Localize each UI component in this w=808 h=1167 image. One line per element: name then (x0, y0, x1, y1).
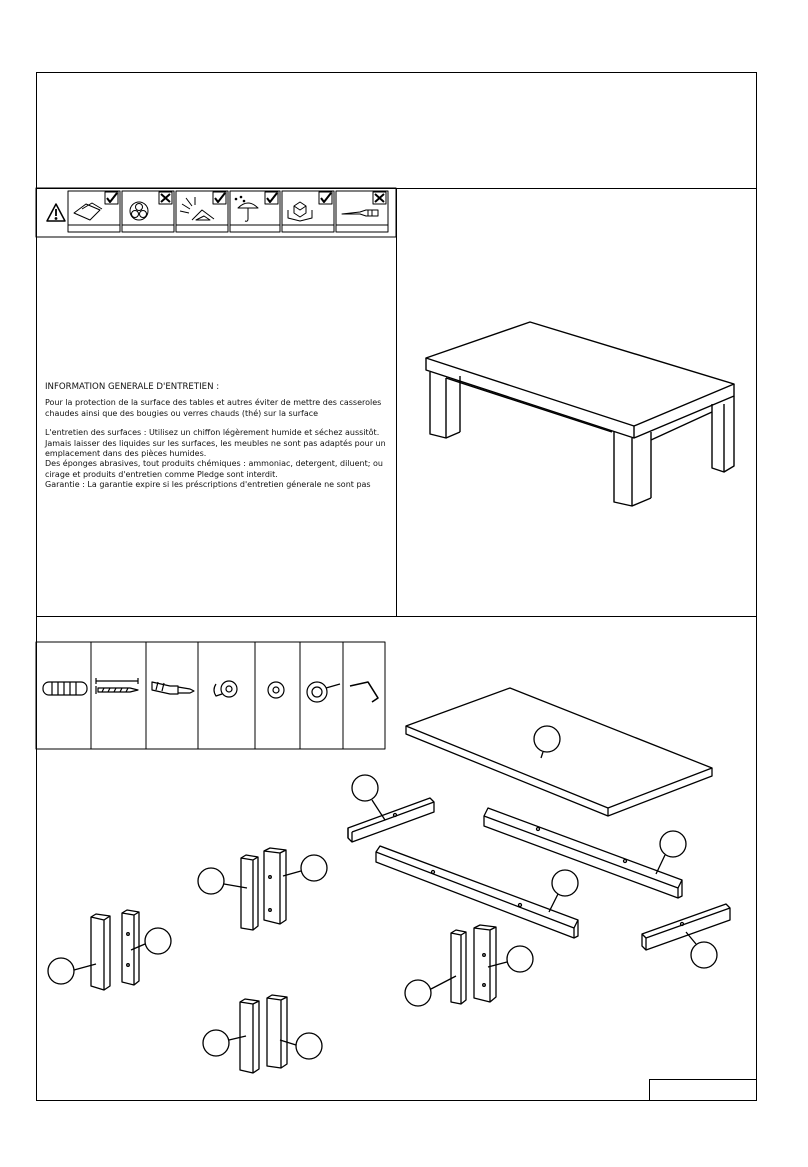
part-callout (507, 946, 533, 972)
part-callout (534, 726, 560, 752)
part-callout (405, 980, 431, 1006)
part-callout (145, 928, 171, 954)
screw-icon (96, 678, 138, 694)
part-callout (301, 855, 327, 881)
part-callout (660, 831, 686, 857)
part-callout (296, 1033, 322, 1059)
tabletop-panel (406, 688, 712, 816)
care-title: INFORMATION GENERALE D'ENTRETIEN : (45, 382, 220, 392)
wall-plug-screw-icon (152, 682, 194, 694)
part-callout (691, 942, 717, 968)
care-icon-strip (36, 188, 396, 237)
cam-cover-cap-icon (268, 682, 284, 698)
long-rail (376, 846, 578, 938)
chemicals-icon (130, 202, 148, 220)
short-rail (348, 775, 434, 842)
hardware-strip (36, 642, 385, 749)
part-callout (352, 775, 378, 801)
care-paragraph-liquids: Jamais laisser des liquides sur les surfaces, les meubles ne sont pas adaptés pour un emplacement dans des pièces humides. (45, 438, 386, 459)
leg-pair (203, 995, 322, 1073)
exploded-parts (48, 688, 730, 1073)
part-callout (203, 1030, 229, 1056)
warning-triangle-icon (47, 204, 65, 221)
leg-pair (405, 925, 533, 1006)
cross-icon (159, 192, 172, 204)
check-icon (319, 192, 332, 204)
care-paragraph-cleaning: L'entretien des surfaces : Utilisez un chiffon légèrement humide et séchez aussitôt. (45, 428, 380, 438)
sunlight-icon (180, 197, 214, 220)
care-paragraph-warranty: Garantie : La garantie expire si les préscriptions d'entretien génerale ne sont pas (45, 480, 371, 490)
short-rail (642, 904, 730, 968)
leg-pair (198, 848, 327, 930)
leg-pair (48, 910, 171, 990)
part-callout (552, 870, 578, 896)
assembled-table-illustration (426, 322, 734, 506)
check-icon (105, 192, 118, 204)
care-paragraph-abrasives: Des éponges abrasives, tout produits chémiques : ammoniac, detergent, diluent; ou cirage et produits d'entretien comme Pledge sont interdit. (45, 459, 383, 479)
check-icon (265, 192, 278, 204)
humidity-umbrella-icon (235, 196, 258, 221)
sharp-tool-icon (342, 210, 378, 216)
long-rail (484, 808, 686, 898)
cam-lock-icon (214, 681, 237, 697)
handle-with-care-icon (288, 202, 312, 221)
check-icon (213, 192, 226, 204)
care-paragraph-protection: Pour la protection de la surface des tables et autres éviter de mettre des casseroles chaudes ainsi que des bougies ou verres chauds (thé) sur la surface (45, 398, 382, 418)
allen-key-icon (350, 682, 378, 702)
damp-cloth-icon (74, 203, 102, 220)
furniture-glide-icon (307, 682, 340, 702)
part-callout (48, 958, 74, 984)
part-callout (198, 868, 224, 894)
cross-icon (373, 192, 386, 204)
wooden-dowel-icon (43, 682, 87, 695)
